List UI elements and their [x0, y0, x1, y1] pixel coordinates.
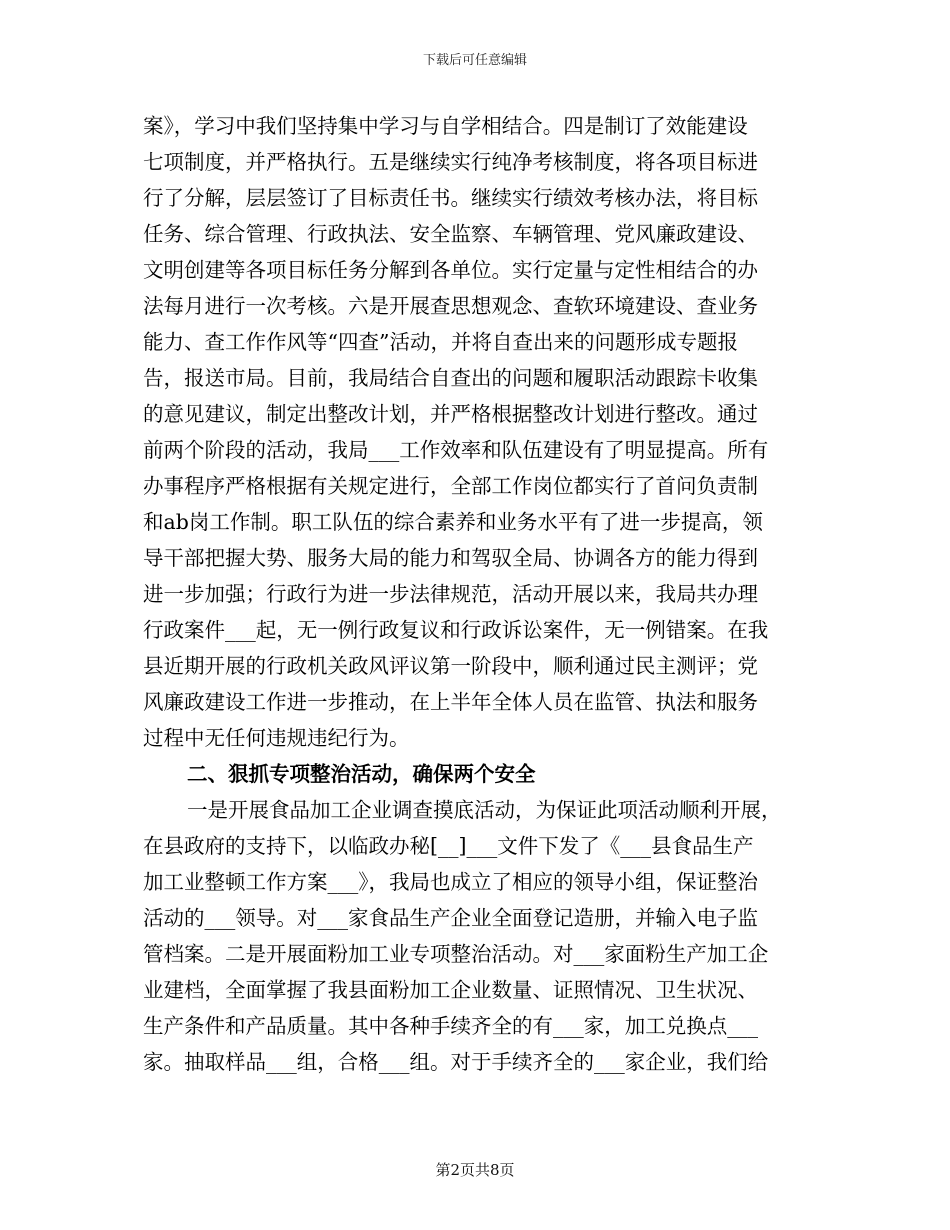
paragraph-first-line: 一是开展食品加工企业调查摸底活动，为保证此项活动顺利开展，	[187, 798, 782, 822]
page-header: 下载后可任意编辑	[422, 53, 527, 68]
body-line: 前两个阶段的活动，我局___工作效率和队伍建设有了明显提高。所有	[143, 438, 769, 462]
body-line: 风廉政建设工作进一步推动，在上半年全体人员在监管、执法和服务	[143, 690, 758, 714]
body-line: 任务、综合管理、行政执法、安全监察、车辆管理、党风廉政建设、	[143, 222, 758, 246]
body-line: 在县政府的支持下，以临政办秘[__]___文件下发了《___县食品生产	[143, 834, 754, 858]
body-line: 行政案件___起，无一例行政复议和行政诉讼案件，无一例错案。在我	[143, 618, 769, 642]
body-line: 导干部把握大势、服务大局的能力和驾驭全局、协调各方的能力得到	[143, 546, 758, 570]
body-line: 加工业整顿工作方案___》，我局也成立了相应的领导小组，保证整治	[143, 870, 758, 894]
body-line: 过程中无任何违规违纪行为。	[143, 726, 410, 750]
body-line: 生产条件和产品质量。其中各种手续齐全的有___家，加工兑换点___	[143, 1014, 758, 1038]
body-line: 进一步加强；行政行为进一步法律规范，活动开展以来，我局共办理	[143, 582, 758, 606]
section-heading: 二、狠抓专项整治活动，确保两个安全	[187, 762, 536, 786]
body-line: 法每月进行一次考核。六是开展查思想观念、查软环境建设、查业务	[143, 294, 758, 318]
page-footer: 第2页共8页	[435, 1161, 515, 1179]
body-line: 的意见建议，制定出整改计划，并严格根据整改计划进行整改。通过	[143, 402, 758, 426]
body-line: 县近期开展的行政机关政风评议第一阶段中，顺利通过民主测评；党	[143, 654, 758, 678]
body-line: 管档案。二是开展面粉加工业专项整治活动。对___家面粉生产加工企	[143, 942, 769, 966]
body-line: 七项制度，并严格执行。五是继续实行纯净考核制度，将各项目标进	[143, 150, 758, 174]
document-body	[143, 108, 823, 1080]
body-line: 办事程序严格根据有关规定进行，全部工作岗位都实行了首问负责制	[143, 474, 758, 498]
body-line: 行了分解，层层签订了目标责任书。继续实行绩效考核办法，将目标	[143, 186, 758, 210]
body-line: 业建档，全面掌握了我县面粉加工企业数量、证照情况、卫生状况、	[143, 978, 758, 1002]
body-line: 和ab岗工作制。职工队伍的综合素养和业务水平有了进一步提高，领	[143, 510, 763, 534]
body-line: 家。抽取样品___组，合格___组。对于手续齐全的___家企业，我们给	[143, 1050, 769, 1074]
body-line: 文明创建等各项目标任务分解到各单位。实行定量与定性相结合的办	[143, 258, 758, 282]
body-line: 案》，学习中我们坚持集中学习与自学相结合。四是制订了效能建设	[143, 114, 748, 138]
body-line: 能力、查工作作风等“四查”活动，并将自查出来的问题形成专题报	[143, 330, 738, 354]
body-line: 活动的___领导。对___家食品生产企业全面登记造册，并输入电子监	[143, 906, 758, 930]
body-line: 告，报送市局。目前，我局结合自查出的问题和履职活动跟踪卡收集	[143, 366, 758, 390]
